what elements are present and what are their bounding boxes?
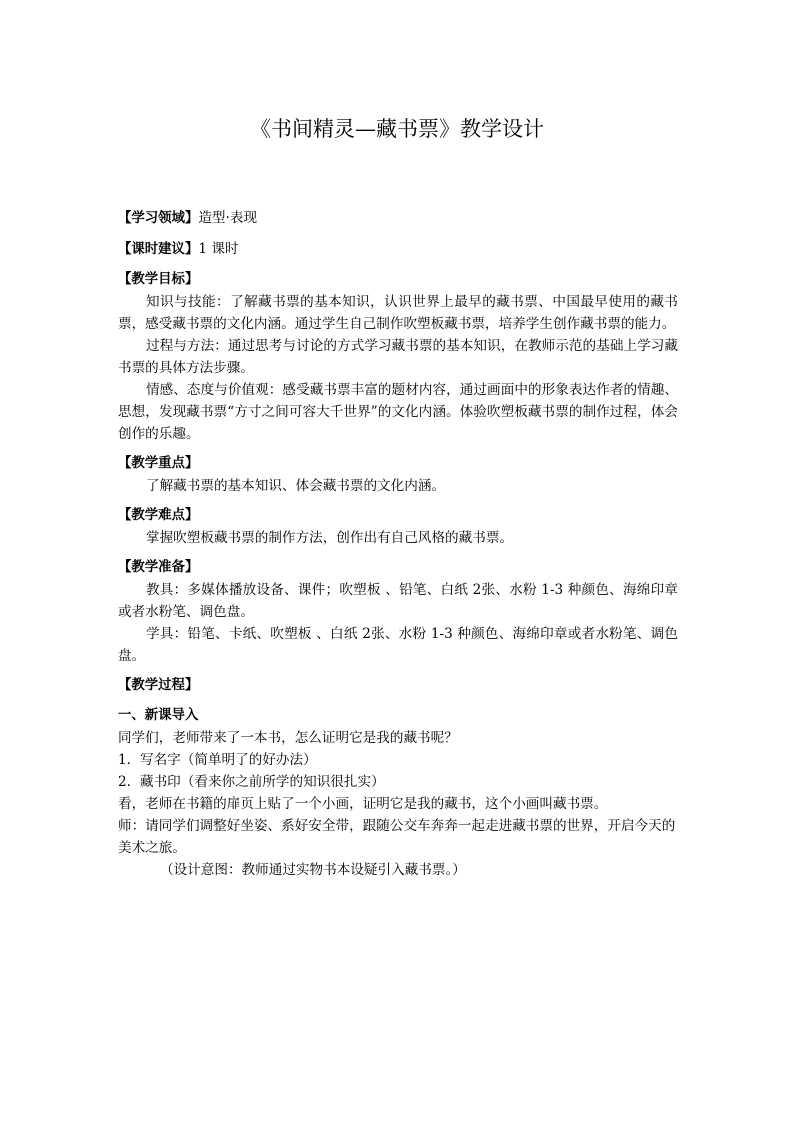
hours-label: 【课时建议】 <box>118 242 199 257</box>
field-label: 【学习领域】 <box>118 211 199 226</box>
goal-emotion: 情感、态度与价值观：感受藏书票丰富的题材内容，通过画面中的形象表达作者的情趣、思想，发现藏书票“方寸之间可容大千世界”的文化内涵。体验吹塑板藏书票的制作过程，体会创作的乐趣。 <box>118 382 678 442</box>
list-item-text: 藏书印（看来你之前所学的知识很扎实） <box>140 774 385 790</box>
list-item <box>118 771 678 793</box>
list-item <box>118 749 678 771</box>
key-points-text: 了解藏书票的基本知识、体会藏书票的文化内涵。 <box>146 478 446 494</box>
field-value: 造型·表现 <box>198 210 258 226</box>
process-heading: 【教学过程】 <box>118 678 199 693</box>
field-line <box>118 207 678 230</box>
preparation-heading: 【教学准备】 <box>118 560 199 575</box>
section-intro-heading: 一、新课导入 <box>118 708 199 723</box>
key-points-heading: 【教学重点】 <box>118 456 199 471</box>
goal-process: 过程与方法：通过思考与讨论的方式学习藏书票的基本知识，在教师示范的基础上学习藏书票的具体方法步骤。 <box>118 338 678 376</box>
intro-question: 同学们，老师带来了一本书，怎么证明它是我的藏书呢？ <box>118 730 458 746</box>
teacher-tools: 教具：多媒体播放设备、课件；吹塑板 、铅笔、白纸 2张、水粉 1-3 种颜色、海绵印章或者水粉笔、调色盘。 <box>118 582 678 620</box>
goal-knowledge: 知识与技能：了解藏书票的基本知识，认识世界上最早的藏书票、中国最早使用的藏书票，感受藏书票的文化内涵。通过学生自己制作吹塑板藏书票，培养学生创作藏书票的能力。 <box>118 294 678 332</box>
design-intent: （设计意图：教师通过实物书本设疑引入藏书票。） <box>160 862 466 878</box>
difficulties-heading: 【教学难点】 <box>118 508 199 523</box>
list-item-number: 2. <box>118 774 131 790</box>
hours-line <box>118 238 678 261</box>
bookplate-intro: 看，老师在书籍的扉页上贴了一个小画，证明它是我的藏书，这个小画叫藏书票。 <box>118 796 608 812</box>
goals-heading: 【教学目标】 <box>118 272 199 287</box>
list-item-text: 写名字（简单明了的好办法） <box>140 752 317 768</box>
student-tools: 学具：铅笔、卡纸、吹塑板 、白纸 2张、水粉 1-3 种颜色、海绵印章或者水粉笔、调色盘。 <box>118 626 678 664</box>
teacher-speech: 师：请同学们调整好坐姿、系好安全带，跟随公交车奔奔一起走进藏书票的世界，开启今天的美术之旅。 <box>118 818 676 856</box>
document-title: 《书间精灵—藏书票》教学设计 <box>250 117 544 141</box>
list-item-number: 1. <box>118 752 131 768</box>
difficulties-text: 掌握吹塑板藏书票的制作方法，创作出有自己风格的藏书票。 <box>146 530 514 546</box>
document-body <box>118 207 678 881</box>
hours-value: 1 课时 <box>198 241 239 257</box>
